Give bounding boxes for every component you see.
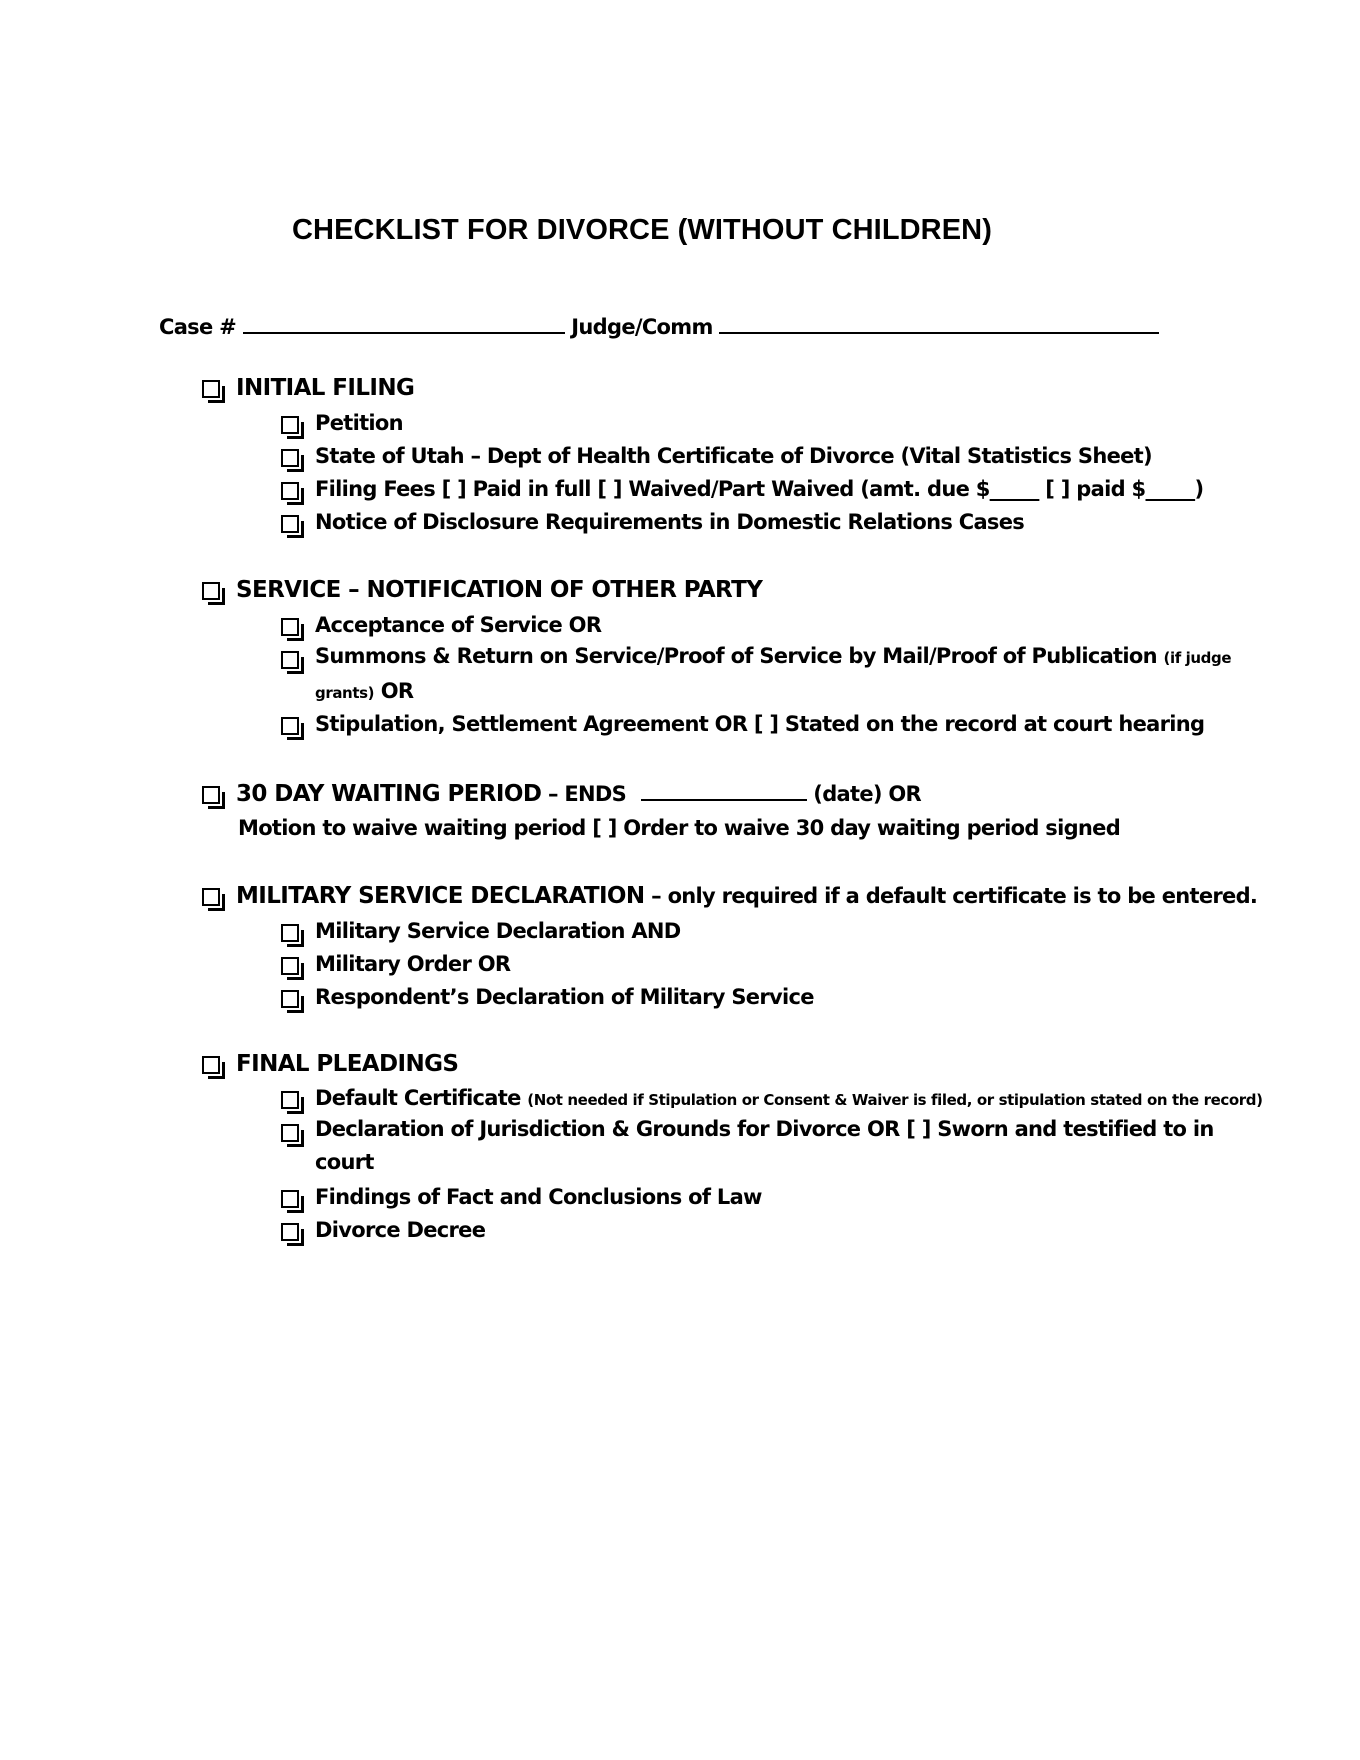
checklist-item-disclosure: [281, 510, 1024, 534]
section-initial-filing: [202, 375, 414, 401]
ends-label: – ENDS: [547, 782, 627, 806]
checkbox[interactable]: [281, 449, 299, 467]
checkbox[interactable]: [281, 482, 299, 500]
checkbox[interactable]: [281, 1223, 299, 1241]
checklist-item-findings: [281, 1185, 762, 1209]
item-label: OR: [380, 679, 414, 703]
checklist-item-default-certificate: [281, 1086, 1263, 1110]
judge-label: Judge/Comm: [571, 315, 713, 339]
checklist-item-filing-fees: [281, 477, 1203, 501]
item-note: (Not needed if Stipulation or Consent & Waiver is filed, or stipulation stated on the record): [527, 1091, 1263, 1109]
checklist-item-jurisdiction: [281, 1119, 1214, 1179]
case-label: Case #: [159, 315, 237, 339]
checklist-item-certificate: [281, 444, 1152, 468]
item-label: Divorce Decree: [315, 1218, 486, 1242]
checklist-item-decree: [281, 1218, 485, 1242]
date-label: (date) OR: [813, 782, 922, 806]
item-label: Summons & Return on Service/Proof of Service by Mail/Proof of Publication: [315, 644, 1157, 668]
item-label: Motion to waive waiting period [ ] Order to waive 30 day waiting period signed: [238, 816, 1121, 840]
checklist-item-summons: [281, 646, 1231, 710]
checkbox[interactable]: [202, 888, 220, 906]
checkbox[interactable]: [202, 582, 220, 600]
checklist-item-military-order: [281, 952, 510, 976]
section-heading: SERVICE – NOTIFICATION OF OTHER PARTY: [236, 577, 763, 603]
checkbox[interactable]: [281, 651, 299, 669]
checkbox[interactable]: [281, 990, 299, 1008]
section-heading: 30 DAY WAITING PERIOD: [236, 781, 542, 807]
item-label: Petition: [315, 411, 403, 435]
item-label: Declaration of Jurisdiction & Grounds for Divorce OR [ ] Sworn and testified to in: [315, 1117, 1214, 1141]
section-military: [202, 883, 1257, 909]
checklist-item-military-declaration: [281, 919, 680, 943]
section-final-pleadings: [202, 1051, 458, 1077]
item-label: State of Utah – Dept of Health Certificate of Divorce (Vital Statistics Sheet): [315, 444, 1152, 468]
item-label: Findings of Fact and Conclusions of Law: [315, 1185, 762, 1209]
checkbox[interactable]: [281, 957, 299, 975]
item-label: Respondent’s Declaration of Military Service: [315, 985, 814, 1009]
checkbox[interactable]: [202, 786, 220, 804]
checkbox[interactable]: [281, 1091, 299, 1109]
item-label: Military Order OR: [315, 952, 511, 976]
end-date-field[interactable]: [641, 781, 807, 801]
page-title: CHECKLIST FOR DIVORCE (WITHOUT CHILDREN): [292, 214, 992, 246]
item-label: Acceptance of Service OR: [315, 613, 602, 637]
checklist-item-acceptance: [281, 613, 601, 637]
checkbox[interactable]: [202, 380, 220, 398]
checkbox[interactable]: [281, 1124, 299, 1142]
judge-comm-field[interactable]: [719, 312, 1159, 334]
section-heading: MILITARY SERVICE DECLARATION: [236, 883, 645, 909]
checkbox[interactable]: [281, 416, 299, 434]
section-waiting-period: [202, 781, 921, 807]
checklist-item-stipulation: [281, 712, 1204, 736]
item-note: (if judge: [1163, 649, 1232, 667]
checkbox[interactable]: [281, 618, 299, 636]
section-note: – only required if a default certificate is to be entered.: [651, 884, 1258, 908]
checkbox[interactable]: [281, 717, 299, 735]
section-service: [202, 577, 762, 603]
item-label: Default Certificate: [315, 1086, 521, 1110]
case-judge-line: [159, 312, 1159, 339]
item-label: Stipulation, Settlement Agreement OR [ ] Stated on the record at court hearing: [315, 712, 1205, 736]
section-heading: FINAL PLEADINGS: [236, 1051, 459, 1077]
checkbox[interactable]: [202, 1056, 220, 1074]
item-label: Filing Fees [ ] Paid in full [ ] Waived/Part Waived (amt. due $_____ [ ] paid $_____): [315, 477, 1204, 501]
checklist-item-petition: [281, 411, 403, 435]
checkbox[interactable]: [281, 924, 299, 942]
item-label: Military Service Declaration AND: [315, 919, 681, 943]
checklist-item-respondent-declaration: [281, 985, 814, 1009]
item-label: court: [315, 1150, 374, 1174]
item-label: Notice of Disclosure Requirements in Domestic Relations Cases: [315, 510, 1025, 534]
checkbox[interactable]: [281, 1190, 299, 1208]
checkbox[interactable]: [281, 515, 299, 533]
item-note: grants): [315, 684, 375, 702]
waiting-motion-line: [238, 816, 1120, 840]
case-number-field[interactable]: [243, 312, 565, 334]
section-heading: INITIAL FILING: [236, 375, 415, 401]
